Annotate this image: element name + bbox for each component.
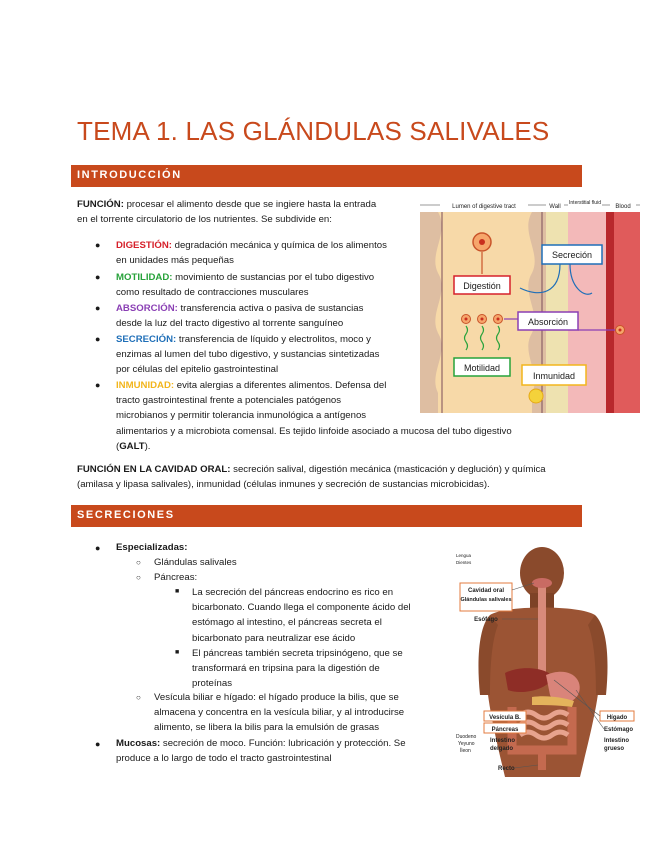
list-item-pancreas-tripsinogeno: El páncreas también secreta tripsinógeno, que se transformará en tripsina para la digestión de proteínas bbox=[192, 648, 403, 690]
oral-function-paragraph: FUNCIÓN EN LA CAVIDAD ORAL: secreción salival, digestión mecánica (masticación y deglución) y química (amilasa y lipasa salivales), inmunidad (células inmunes y secreción de sustancias microbicidas). bbox=[77, 464, 546, 491]
sub-bullet: ○ bbox=[136, 693, 141, 702]
box-absorcion: Absorción bbox=[527, 317, 569, 327]
digestive-functions-diagram bbox=[420, 198, 640, 413]
label-pancreas: Páncreas bbox=[491, 727, 519, 733]
page-title: TEMA 1. LAS GLÁNDULAS SALIVALES bbox=[77, 116, 550, 146]
label-intestino-grueso-2: grueso bbox=[604, 746, 625, 752]
section-header-secreciones bbox=[71, 505, 582, 527]
label-ileon: Íleon bbox=[460, 748, 471, 754]
section-header-label: SECRECIONES bbox=[77, 509, 175, 521]
list-item-pancreas: Páncreas: bbox=[154, 572, 198, 583]
sub-bullet: ○ bbox=[136, 573, 141, 582]
list-item-inmunidad: INMUNIDAD: evita alergias a diferentes alimentos. Defensa del tracto gastrointestinal frente a potenciales patógenos microbianos y permitir tolerancia inmunológica a antígenos alimentarios y a microbiota comensal. Es tejido linfoide asociado a mucosa del tubo digestivo (GALT). bbox=[116, 380, 512, 452]
bullet: ● bbox=[95, 380, 101, 390]
digestive-system-anatomy-image bbox=[450, 545, 645, 777]
square-bullet: ■ bbox=[175, 588, 180, 595]
header-blood: Blood bbox=[615, 204, 631, 210]
box-secrecion: Secreción bbox=[551, 250, 593, 260]
bullet: ● bbox=[95, 272, 101, 282]
label-lengua: Lengua bbox=[456, 553, 472, 558]
section-header-label: INTRODUCCIÓN bbox=[77, 169, 182, 181]
header-lumen: Lumen of digestive tract bbox=[452, 204, 516, 210]
label-estomago: Estómago bbox=[604, 727, 634, 733]
label-intestino-delgado-2: delgado bbox=[490, 746, 514, 752]
list-item-glandulas: Glándulas salivales bbox=[154, 557, 237, 568]
bullet: ● bbox=[95, 543, 101, 553]
list-item-especializadas: Especializadas: bbox=[116, 542, 188, 553]
list-item-digestion: DIGESTIÓN: degradación mecánica y química de los alimentos en unidades más pequeñas bbox=[116, 240, 387, 267]
list-item-motilidad: MOTILIDAD: movimiento de sustancias por el tubo digestivo como resultado de contracciones musculares bbox=[116, 272, 375, 299]
label-yeyuno: Yeyuno bbox=[458, 741, 475, 747]
box-inmunidad: Inmunidad bbox=[532, 371, 576, 381]
label-recto: Recto bbox=[498, 766, 515, 772]
label-vesicula: Vesícula B. bbox=[489, 715, 521, 721]
label-duodeno: Duodeno bbox=[456, 734, 477, 740]
label-dientes: Dientes bbox=[456, 560, 472, 565]
square-bullet: ■ bbox=[175, 649, 180, 656]
list-item-absorcion: ABSORCIÓN: transferencia activa o pasiva de sustancias desde la luz del tracto digestivo al torrente sanguíneo bbox=[116, 303, 364, 330]
label-intestino-delgado-1: Intestino bbox=[490, 738, 515, 744]
funcion-label: FUNCIÓN: bbox=[77, 199, 124, 210]
sub-bullet: ○ bbox=[136, 558, 141, 567]
list-item-pancreas-bicarbonato: La secreción del páncreas endocrino es rico en bicarbonato. Cuando llega el componente ácido del estómago al intestino, el páncreas secreta el bicarbonato para neutralizar ese ácido bbox=[192, 587, 411, 644]
box-digestion: Digestión bbox=[463, 281, 501, 291]
bullet: ● bbox=[95, 334, 101, 344]
label-cavidad-oral: Cavidad oral bbox=[467, 588, 505, 594]
funcion-paragraph: FUNCIÓN: procesar el alimento desde que se ingiere hasta la entrada en el torrente circulatorio de los nutrientes. Se subdivide en: bbox=[77, 199, 377, 226]
bullet: ● bbox=[95, 240, 101, 250]
header-interstitial: Interstitial fluid bbox=[569, 200, 601, 206]
list-item-mucosas: Mucosas: secreción de moco. Función: lubricación y protección. Se produce a lo largo de todo el tracto gastrointestinal bbox=[116, 738, 406, 765]
label-higado: Hígado bbox=[606, 715, 628, 721]
bullet: ● bbox=[95, 739, 101, 749]
label-glandulas: Glándulas salivales bbox=[460, 597, 512, 603]
label-esofago: Esófago bbox=[474, 617, 498, 623]
header-wall: Wall bbox=[549, 204, 561, 210]
list-item-secrecion: SECRECIÓN: transferencia de líquido y electrolitos, moco y enzimas al lumen del tubo digestivo, y sustancias sintetizadas por células del epitelio gastrointestinal bbox=[116, 334, 380, 376]
box-motilidad: Motilidad bbox=[463, 363, 501, 373]
label-intestino-grueso-1: Intestino bbox=[604, 738, 629, 744]
section-header-introduccion bbox=[71, 165, 582, 187]
bullet: ● bbox=[95, 303, 101, 313]
list-item-vesicula: Vesícula biliar e hígado: el hígado produce la bilis, que se almacena y concentra en la vesícula biliar, y al introducirse alimento, se libera la bilis para la emulsión de grasas bbox=[154, 692, 405, 734]
